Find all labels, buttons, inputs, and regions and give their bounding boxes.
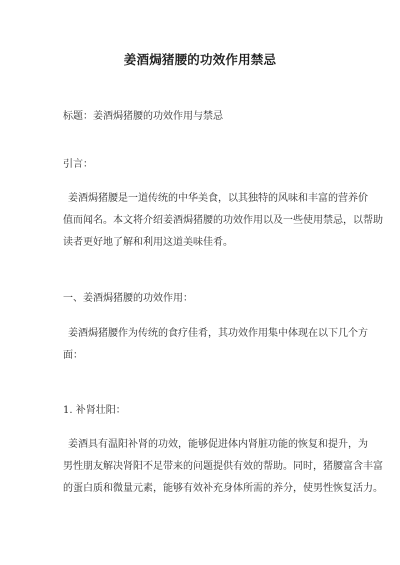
subsection-line: 男性朋友解决肾阳不足带来的问题提供有效的帮助。同时，猪腰富含丰富 [63,461,383,472]
subtitle-line: 标题：姜酒焗猪腰的功效作用与禁忌 [63,111,223,122]
section-line: 面： [63,350,83,361]
section-line: 姜酒焗猪腰作为传统的食疗佳肴，其功效作用集中体现在以下几个方 [68,328,368,339]
subsection-heading: 1. 补肾壮阳： [63,405,126,416]
intro-heading: 引言： [63,159,93,170]
subsection-line: 姜酒具有温阳补肾的功效，能够促进体内肾脏功能的恢复和提升，为 [68,439,368,450]
intro-line: 读者更好地了解和利用这道美味佳肴。 [63,237,233,248]
document-title: 姜酒焗猪腰的功效作用禁忌 [123,52,277,67]
intro-line: 值而闻名。本文将介绍姜酒焗猪腰的功效作用以及一些使用禁忌，以帮助 [63,215,383,226]
subsection-line: 的蛋白质和微量元素，能够有效补充身体所需的养分，使男性恢复活力。 [63,483,383,494]
intro-line: 姜酒焗猪腰是一道传统的中华美食，以其独特的风味和丰富的营养价 [68,193,368,204]
section-heading: 一、姜酒焗猪腰的功效作用： [63,293,193,304]
